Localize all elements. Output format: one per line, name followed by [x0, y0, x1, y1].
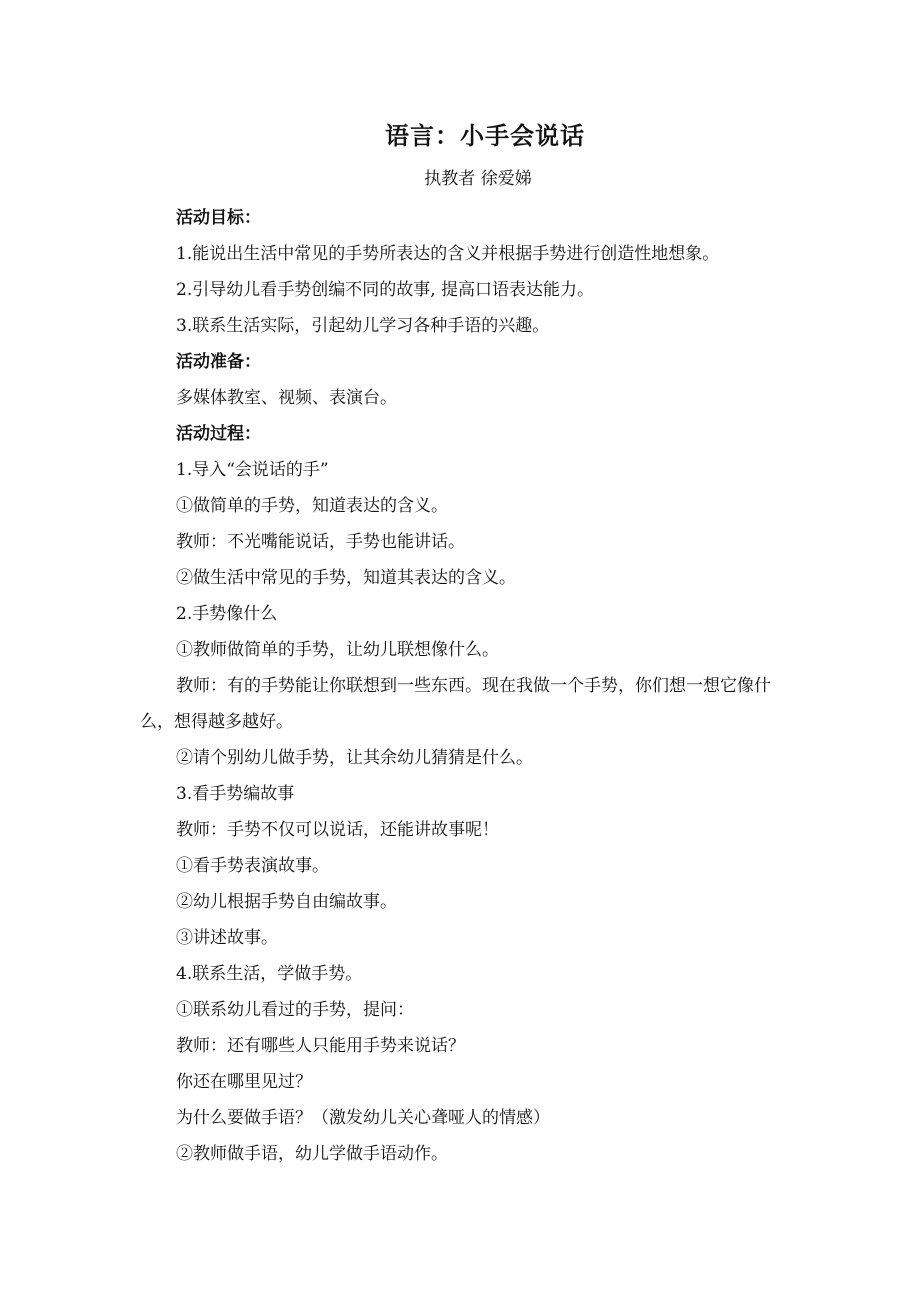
teacher-line: 教师：还有哪些人只能用手势来说话？ — [176, 1036, 465, 1056]
teacher-line: 教师：不光嘴能说话，手势也能讲话。 — [176, 532, 465, 552]
step-item: ①联系幼儿看过的手势，提问： — [176, 1000, 414, 1020]
step-title: 1.导入“会说话的手” — [176, 460, 329, 480]
step-item: ②做生活中常见的手势，知道其表达的含义。 — [176, 568, 516, 588]
goal-item: 3.联系生活实际，引起幼儿学习各种手语的兴趣。 — [176, 316, 550, 336]
step-item: ①做简单的手势，知道表达的含义。 — [176, 496, 448, 516]
step-title: 3.看手势编故事 — [176, 784, 295, 804]
step-item: ②幼儿根据手势自由编故事。 — [176, 892, 397, 912]
process-heading: 活动过程： — [176, 424, 261, 444]
goal-item: 1.能说出生活中常见的手势所表达的含义并根据手势进行创造性地想象。 — [176, 244, 720, 264]
teacher-line: 教师：手势不仅可以说话，还能讲故事呢！ — [176, 820, 499, 840]
goals-heading: 活动目标： — [176, 208, 261, 228]
question-line: 你还在哪里见过？ — [176, 1072, 312, 1092]
step-item: ①教师做简单的手势，让幼儿联想像什么。 — [176, 640, 499, 660]
step-title: 2.手势像什么 — [176, 604, 278, 624]
step-title: 4.联系生活，学做手势。 — [176, 964, 363, 984]
document-author: 执教者 徐爱娣 — [424, 169, 532, 189]
step-item: ②教师做手语，幼儿学做手语动作。 — [176, 1144, 448, 1164]
step-item: ①看手势表演故事。 — [176, 856, 329, 876]
question-line: 为什么要做手语？（激发幼儿关心聋哑人的情感） — [176, 1108, 550, 1128]
document-body — [140, 200, 800, 1172]
step-item: ③讲述故事。 — [176, 928, 278, 948]
prep-heading: 活动准备： — [176, 352, 261, 372]
document-title: 语言：小手会说话 — [385, 121, 585, 150]
prep-text: 多媒体教室、视频、表演台。 — [176, 388, 397, 408]
goal-item: 2.引导幼儿看手势创编不同的故事, 提高口语表达能力。 — [176, 280, 595, 300]
step-item: ②请个别幼儿做手势，让其余幼儿猜猜是什么。 — [176, 748, 533, 768]
teacher-line: 教师：有的手势能让你联想到一些东西。现在我做一个手势，你们想一想它像什么，想得越多越好。 — [140, 676, 771, 732]
